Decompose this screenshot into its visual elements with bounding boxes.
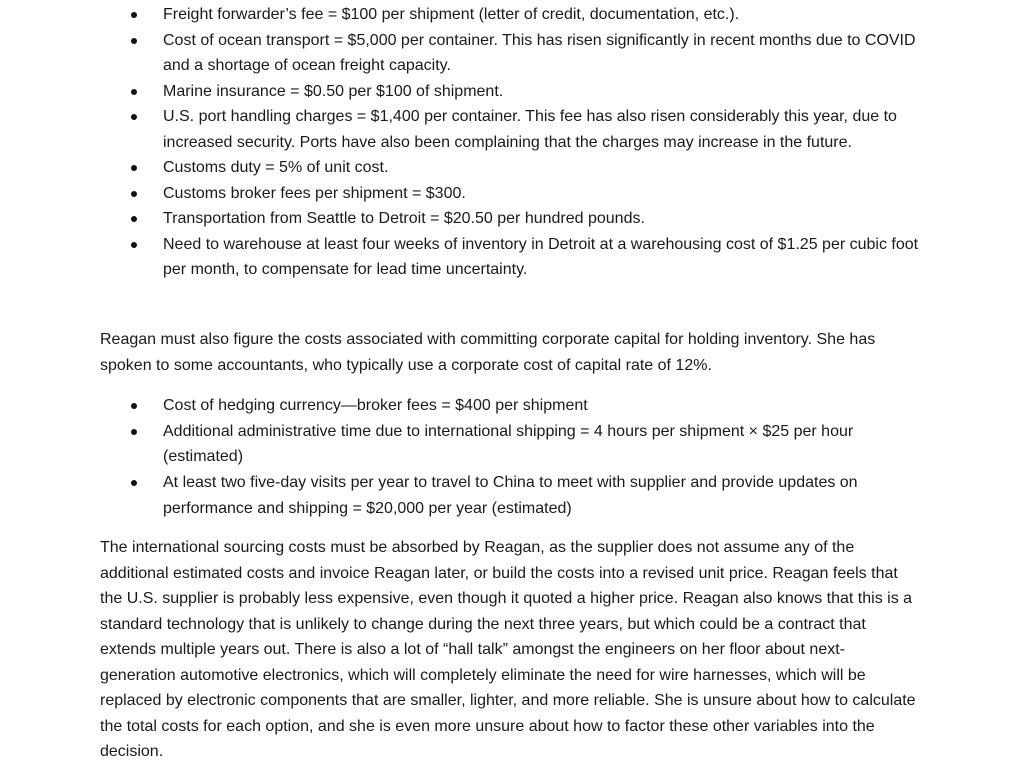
additional-cost-list [0, 393, 923, 470]
bullet-icon [131, 89, 137, 95]
travel-cost-list [0, 470, 923, 521]
list-item [0, 2, 923, 28]
bullet-icon [131, 191, 137, 197]
list-item-text: At least two five-day visits per year to travel to China to meet with supplier and provide updates on performance and shipping = $20,000 per year (estimated) [163, 474, 858, 517]
bullet-icon [131, 403, 137, 409]
list-item [0, 28, 923, 79]
list-item-text: Customs duty = 5% of unit cost. [163, 159, 389, 176]
list-item [0, 104, 923, 155]
list-item-text: Additional administrative time due to international shipping = 4 hours per shipment × $25 per hour (estimated) [163, 422, 854, 465]
bullet-icon [131, 480, 137, 486]
list-item [0, 419, 923, 470]
list-item-text: Freight forwarder’s fee = $100 per shipment (letter of credit, documentation, etc.). [163, 6, 740, 23]
list-item [0, 393, 923, 419]
bullet-icon [131, 242, 137, 248]
bullet-icon [131, 38, 137, 44]
bullet-icon [131, 165, 137, 171]
list-item-text: U.S. port handling charges = $1,400 per container. This fee has also risen considerably this year, due to increased security. Ports have also been complaining that the charges may increase in the future. [163, 108, 897, 151]
list-item-text: Marine insurance = $0.50 per $100 of shipment. [163, 82, 504, 100]
list-item-text: Cost of ocean transport = $5,000 per container. This has risen significantly in recent months due to COVID and a shortage of ocean freight capacity. [163, 31, 916, 74]
list-item-text: Transportation from Seattle to Detroit = $20.50 per hundred pounds. [163, 210, 645, 227]
bullet-icon [131, 114, 137, 120]
list-item [0, 232, 923, 283]
conclusion-paragraph: The international sourcing costs must be absorbed by Reagan, as the supplier does not assume any of the additional estimated costs and invoice Reagan later, or build the costs into a revised unit price. Reagan feels that the U.S. supplier is probably less expensive, even though it quoted a higher price. Reagan also knows that this is a standard technology that is unlikely to change during the next three years, but which could be a contract that extends multiple years out. There is also a lot of “hall talk” amongst the engineers on her floor about next-generation automotive electronics, which will completely eliminate the need for wire harnesses, which will be replaced by electronic components that are smaller, lighter, and more reliable. She is unsure about how to calculate the total costs for each option, and she is even more unsure about how to factor these other variables into the decision. [100, 539, 916, 760]
list-item [0, 79, 923, 105]
bullet-icon [131, 216, 137, 222]
bullet-icon [131, 429, 137, 435]
bullet-icon [131, 12, 137, 18]
list-item [0, 470, 923, 521]
list-item [0, 155, 923, 181]
import-cost-list [0, 2, 923, 283]
list-item-text: Need to warehouse at least four weeks of inventory in Detroit at a warehousing cost of $1.25 per cubic foot per month, to compensate for lead time uncertainty. [163, 235, 919, 278]
list-item [0, 181, 923, 207]
cost-of-capital-paragraph: Reagan must also figure the costs associated with committing corporate capital for holding inventory. She has spoken to some accountants, who typically use a corporate cost of capital rate of 12%. [100, 331, 876, 374]
list-item-text: Customs broker fees per shipment = $300. [163, 184, 466, 202]
list-item [0, 206, 923, 232]
list-item-text: Cost of hedging currency—broker fees = $400 per shipment [163, 397, 588, 414]
